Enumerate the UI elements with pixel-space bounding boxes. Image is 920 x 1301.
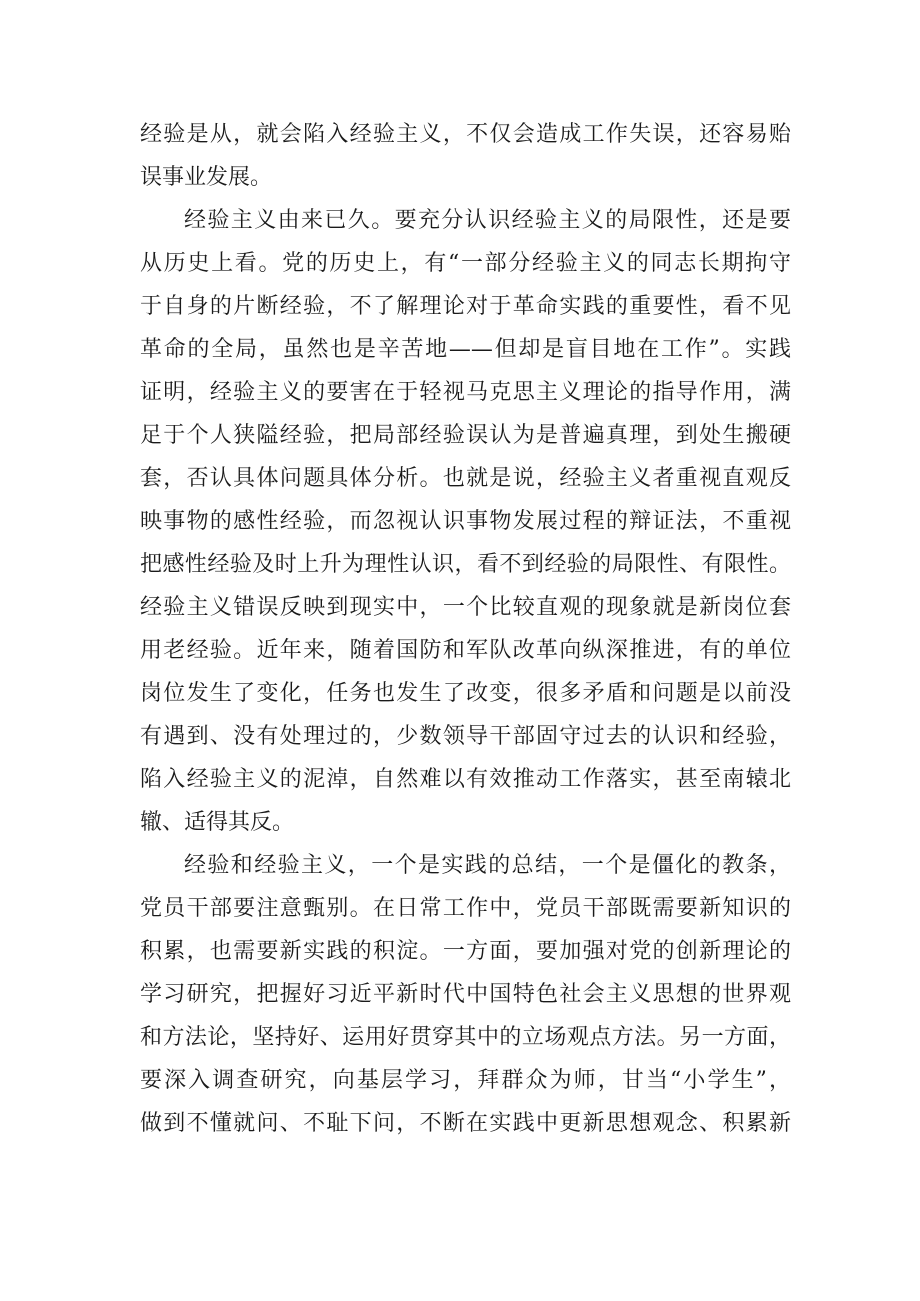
text-line: 从历史上看。党的历史上，有“一部分经验主义的同志长期拘守 (140, 251, 791, 276)
text-line: 岗位发生了变化，任务也发生了改变，很多矛盾和问题是以前没 (140, 681, 791, 706)
text-line: 辙、适得其反。 (140, 810, 295, 835)
text-line: 和方法论，坚持好、运用好贯穿其中的立场观点方法。另一方面， (140, 1025, 791, 1050)
text-line: 要深入调查研究，向基层学习，拜群众为师，甘当“小学生”， (140, 1068, 791, 1093)
text-line: 证明，经验主义的要害在于轻视马克思主义理论的指导作用，满 (140, 380, 791, 405)
text-line: 映事物的感性经验，而忽视认识事物发展过程的辩证法，不重视 (140, 509, 791, 534)
text-line: 误事业发展。 (140, 165, 273, 190)
text-line: 于自身的片断经验，不了解理论对于革命实践的重要性，看不见 (140, 294, 791, 319)
text-line: 经验主义由来已久。要充分认识经验主义的局限性，还是要 (184, 208, 791, 233)
text-line: 陷入经验主义的泥淖，自然难以有效推动工作落实，甚至南辕北 (140, 767, 791, 792)
text-line: 革命的全局，虽然也是辛苦地——但却是盲目地在工作”。实践 (140, 337, 791, 362)
text-line: 经验和经验主义，一个是实践的总结，一个是僵化的教条， (184, 853, 791, 878)
text-line: 经验是从，就会陷入经验主义，不仅会造成工作失误，还容易贻 (140, 122, 791, 147)
text-line: 积累，也需要新实践的积淀。一方面，要加强对党的创新理论的 (140, 939, 791, 964)
text-line: 做到不懂就问、不耻下问，不断在实践中更新思想观念、积累新 (140, 1111, 791, 1136)
text-line: 用老经验。近年来，随着国防和军队改革向纵深推进，有的单位 (140, 638, 791, 663)
text-line: 把感性经验及时上升为理性认识，看不到经验的局限性、有限性。 (140, 552, 791, 577)
text-line: 有遇到、没有处理过的，少数领导干部固守过去的认识和经验， (140, 724, 791, 749)
text-line: 经验主义错误反映到现实中，一个比较直观的现象就是新岗位套 (140, 595, 791, 620)
text-line: 党员干部要注意甄别。在日常工作中，党员干部既需要新知识的 (140, 896, 791, 921)
text-line: 套，否认具体问题具体分析。也就是说，经验主义者重视直观反 (140, 466, 791, 491)
body-text (140, 113, 791, 1145)
text-line: 学习研究，把握好习近平新时代中国特色社会主义思想的世界观 (140, 982, 791, 1007)
text-line: 足于个人狭隘经验，把局部经验误认为是普遍真理，到处生搬硬 (140, 423, 791, 448)
